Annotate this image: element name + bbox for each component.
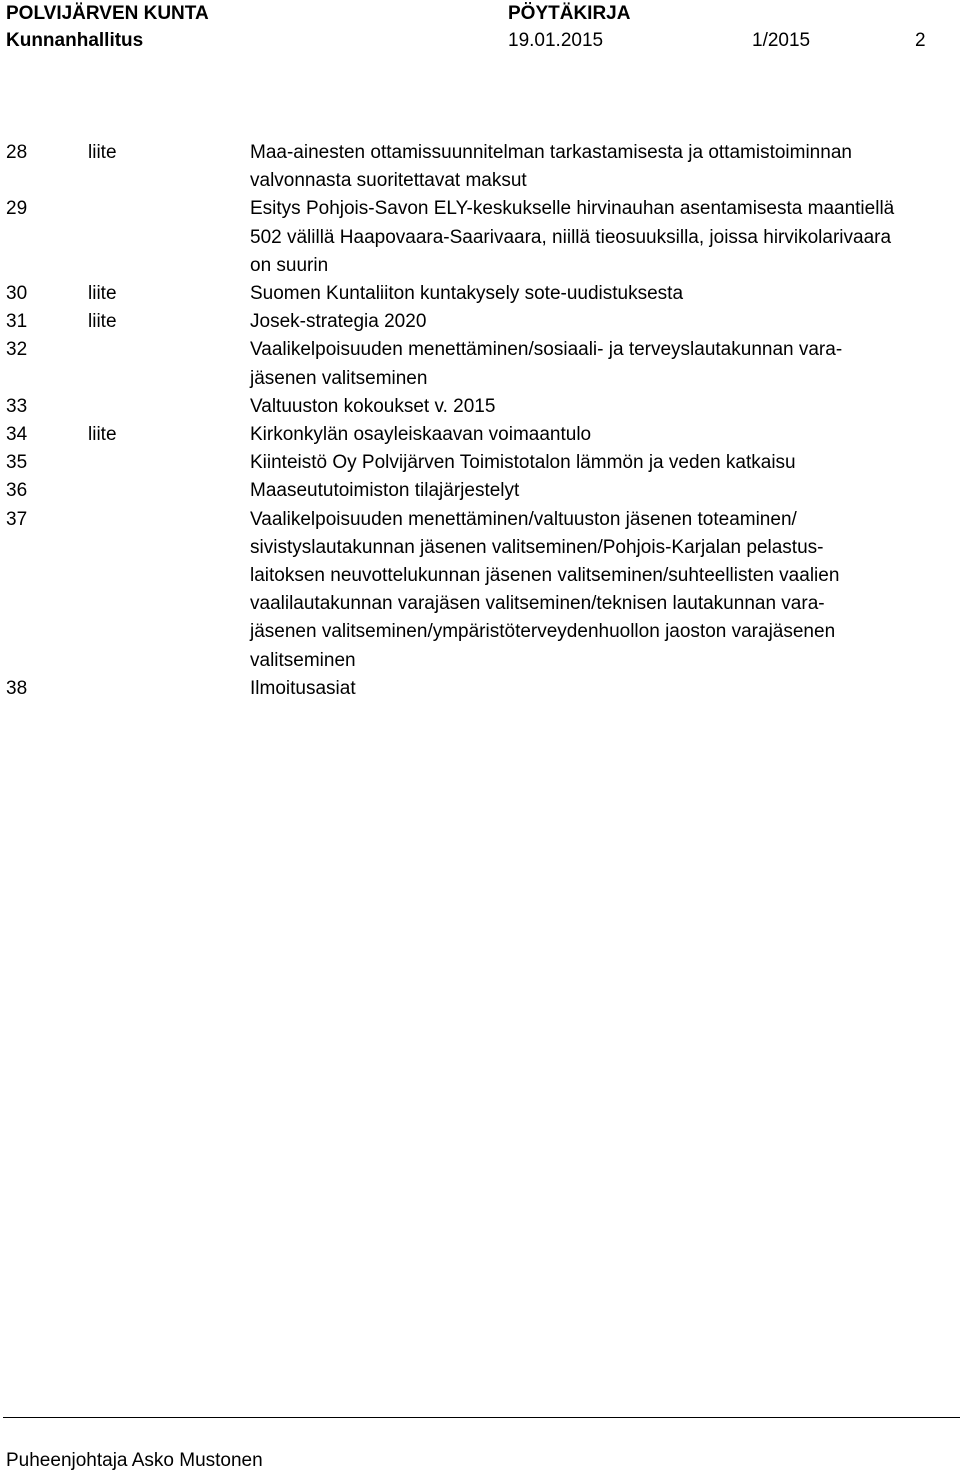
agenda-item-title: Vaalikelpoisuuden menettäminen/sosiaali- ja terveyslautakunnan vara- jäsenen valitseminen [250, 339, 843, 389]
page-number: 2 [915, 30, 926, 51]
agenda-item-number: 34 [6, 424, 28, 446]
agenda-item-attachment-marker: liite [88, 142, 117, 163]
agenda-item-title: Valtuuston kokoukset v. 2015 [250, 395, 496, 417]
agenda-item [0, 506, 960, 675]
agenda-item-attachment-marker: liite [88, 283, 117, 305]
minutes-number: 1/2015 [752, 30, 811, 51]
agenda-item-title: Suomen Kuntaliiton kuntakysely sote-uudistuksesta [250, 283, 684, 305]
agenda-item-title: Kirkonkylän osayleiskaavan voimaantulo [250, 424, 592, 446]
board-name: Kunnanhallitus [6, 30, 144, 51]
agenda-item-number: 37 [6, 508, 28, 530]
agenda-item [0, 449, 960, 477]
agenda-item-number: 29 [6, 198, 28, 220]
footer-divider [3, 1417, 960, 1418]
agenda-item-number: 28 [6, 142, 28, 163]
agenda-item-attachment-marker: liite [88, 311, 117, 333]
agenda-item-number: 35 [6, 452, 28, 474]
agenda-list [0, 139, 960, 703]
municipality-name: POLVIJÄRVEN KUNTA [6, 3, 209, 24]
agenda-item-title: Vaalikelpoisuuden menettäminen/valtuuston jäsenen toteaminen/ sivistyslautakunnan jäsenen valitseminen/Pohjois-Karjalan pelastus- laitoksen neuvottelukunnan jäsenen valitseminen/suhteellisten vaalien vaalilautakunnan varajäsen valitseminen/teknisen lautakunnan vara- jäsenen valitseminen/ympäristöterveydenhuollon jaoston varajäsenen valitseminen [250, 508, 840, 671]
agenda-item-number: 31 [6, 311, 28, 333]
agenda-item [0, 195, 960, 280]
agenda-item [0, 477, 960, 505]
document-type: PÖYTÄKIRJA [508, 3, 631, 24]
agenda-item-title: Esitys Pohjois-Savon ELY-keskukselle hirvinauhan asentamisesta maantiellä 502 välillä Haapovaara-Saarivaara, niillä tieosuuksilla, joissa hirvikolarivaara on suurin [250, 198, 895, 276]
agenda-item [0, 336, 960, 392]
agenda-item-number: 38 [6, 677, 28, 699]
agenda-item-number: 33 [6, 395, 28, 417]
chair-signature-label: Puheenjohtaja Asko Mustonen [6, 1450, 263, 1471]
agenda-item-number: 32 [6, 339, 28, 361]
agenda-item [0, 308, 960, 336]
agenda-item [0, 421, 960, 449]
agenda-item-title: Maa-ainesten ottamissuunnitelman tarkastamisesta ja ottamistoiminnan valvonnasta suoritettavat maksut [250, 142, 852, 192]
agenda-item-number: 30 [6, 283, 28, 305]
agenda-item-title: Kiinteistö Oy Polvijärven Toimistotalon lämmön ja veden katkaisu [250, 452, 796, 474]
agenda-item [0, 280, 960, 308]
agenda-item [0, 139, 960, 195]
agenda-item-title: Maaseututoimiston tilajärjestelyt [250, 480, 520, 502]
meeting-date: 19.01.2015 [508, 30, 604, 51]
document-header [0, 0, 960, 60]
agenda-item-title: Josek-strategia 2020 [250, 311, 427, 333]
agenda-item [0, 675, 960, 703]
agenda-item-attachment-marker: liite [88, 424, 117, 446]
agenda-item [0, 393, 960, 421]
agenda-item-number: 36 [6, 480, 28, 502]
agenda-item-title: Ilmoitusasiat [250, 677, 356, 699]
